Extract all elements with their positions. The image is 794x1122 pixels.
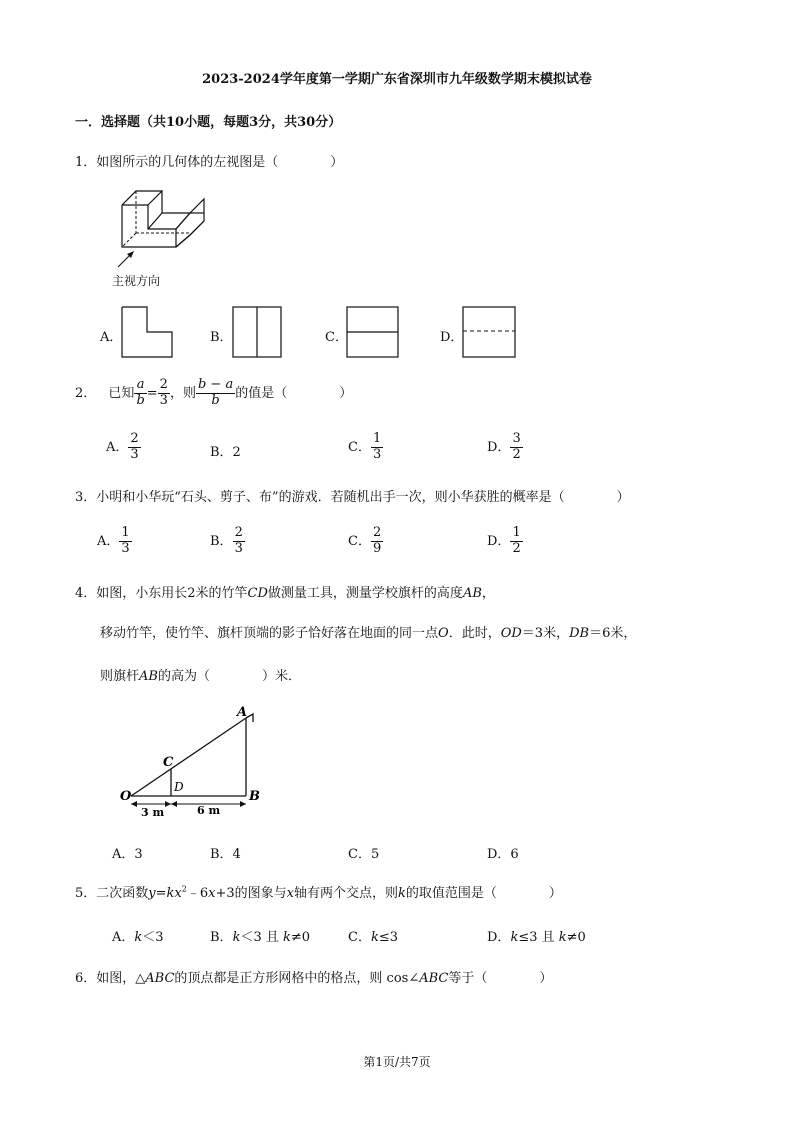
- label-d: D: [174, 780, 184, 794]
- q4-line-2: 移动竹竿，使竹竿、旗杆顶端的影子恰好落在地面的同一点O．此时，OD＝3米，DB＝6米，: [100, 626, 637, 641]
- q4-option-b: B．4: [210, 847, 241, 862]
- q4-option-c: C．5: [348, 847, 380, 862]
- q2-fraction-b-minus-a: $\frac{b - a}{b}$: [197, 377, 234, 408]
- q2-option-b: B．2: [210, 445, 241, 460]
- view-direction-label: 主视方向: [112, 274, 161, 288]
- q6-stem: 6．如图，△ABC的顶点都是正方形网格中的格点，则 cos∠ABC等于（ ）: [75, 971, 553, 986]
- q2-option-d: D． $\frac{3}{2}$: [487, 431, 521, 462]
- q4-option-a: A．3: [112, 847, 143, 862]
- q3-option-b: B． $\frac{2}{3}$: [210, 525, 243, 556]
- q4-option-d: D．6: [487, 847, 519, 862]
- q2-post: 的值是（ ）: [235, 385, 353, 401]
- label-b: B: [249, 789, 260, 804]
- q2-equals: =: [146, 385, 158, 401]
- page-footer: 第1页/共7页: [363, 1055, 431, 1069]
- q2-fraction-a-b: $\frac{a}{b}$: [136, 377, 145, 408]
- q1-option-c-label: C．: [325, 330, 348, 345]
- q1-option-d-figure: [462, 306, 518, 358]
- label-3m: 3 m: [141, 806, 165, 819]
- q5-option-b: B．k＜3 且 k≠0: [210, 930, 311, 945]
- page-title: 2023-2024学年度第一学期广东省深圳市九年级数学期末模拟试卷: [202, 72, 592, 87]
- q4-line-3: 则旗杆AB的高为（ ）米．: [100, 669, 301, 684]
- q5-option-a: A．k＜3: [112, 930, 164, 945]
- q3-option-a: A． $\frac{1}{3}$: [97, 525, 130, 556]
- q3-option-d: D． $\frac{1}{2}$: [487, 525, 521, 556]
- q2-fraction-2-3: $\frac{2}{3}$: [159, 377, 168, 408]
- q1-option-a-figure: [121, 306, 177, 358]
- q1-option-c-figure: [346, 306, 400, 358]
- q1-option-d-label: D．: [440, 330, 464, 345]
- q2-option-a: A． $\frac{2}{3}$: [106, 431, 139, 462]
- q1-stem: 1．如图所示的几何体的左视图是（ ）: [75, 155, 344, 170]
- q5-stem: 5．二次函数$y=kx^2﹣6x+3$的图象与x轴有两个交点，则k的取值范围是（ ）: [75, 884, 562, 901]
- label-a: A: [237, 705, 248, 720]
- q4-flagpole-figure: [115, 700, 285, 825]
- label-6m: 6 m: [197, 804, 221, 817]
- q1-option-a-label: A．: [100, 330, 123, 345]
- label-o: O: [120, 789, 132, 804]
- q5-option-d: D．k≤3 且 k≠0: [487, 930, 586, 945]
- label-c: C: [163, 755, 174, 770]
- q2-stem: [75, 378, 352, 409]
- section-heading: 一．选择题（共10小题，每题3分，共30分）: [75, 115, 342, 130]
- q2-option-c: C． $\frac{1}{3}$: [348, 431, 382, 462]
- q5-option-c: C．k≤3: [348, 930, 399, 945]
- q2-pre: 已知: [108, 385, 135, 401]
- q4-line-1: 4．如图，小东用长2米的竹竿CD做测量工具，测量学校旗杆的高度AB，: [75, 586, 495, 601]
- q2-mid: ，则: [169, 385, 196, 401]
- q3-option-c: C． $\frac{2}{9}$: [348, 525, 382, 556]
- q2-number: 2．: [75, 385, 97, 401]
- q1-option-b-figure: [232, 306, 284, 358]
- q1-option-b-label: B．: [210, 330, 233, 345]
- q3-stem: 3．小明和小华玩“石头、剪子、布”的游戏．若随机出手一次，则小华获胜的概率是（ ）: [75, 490, 630, 505]
